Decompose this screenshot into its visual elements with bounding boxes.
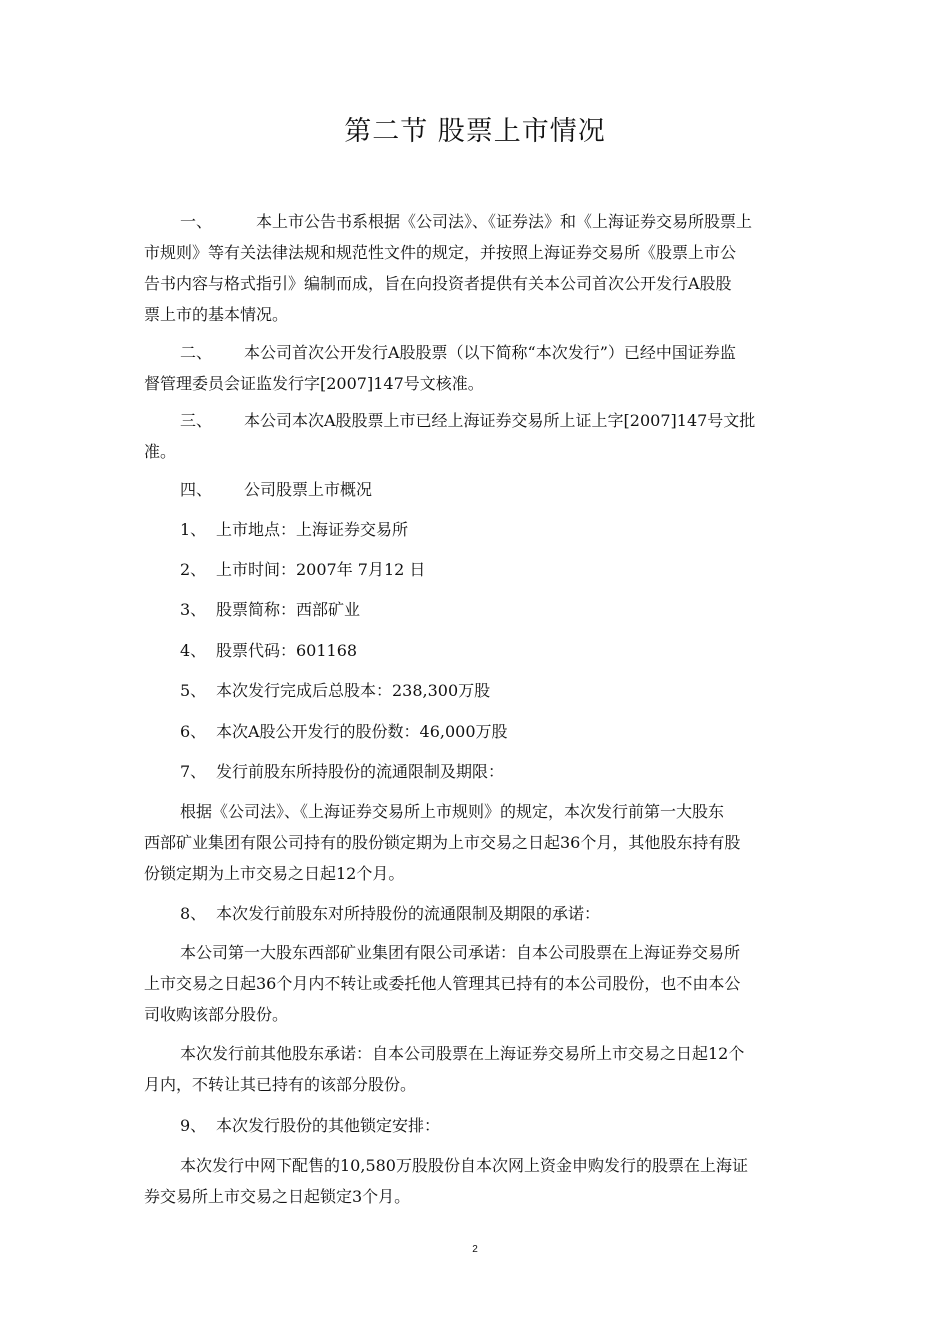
list-item-number: 9、	[180, 1116, 207, 1135]
list-item	[144, 594, 812, 625]
paragraph-1-line-4: 票上市的基本情况。	[144, 305, 289, 324]
page-number: 2	[472, 1244, 478, 1255]
list-item	[144, 635, 812, 666]
paragraph-2-line-1	[144, 337, 812, 368]
list-item-number: 4、	[180, 641, 207, 660]
list-item-text: 上市时间：2007年 7月12 日	[216, 560, 426, 579]
paragraph-3-text: 本公司本次A股股票上市已经上海证券交易所上证上字[2007]147号文批	[244, 411, 756, 430]
item-8-detail-a-line-1	[144, 937, 812, 968]
list-item-text: 股票代码：601168	[216, 641, 358, 660]
list-item-text: 发行前股东所持股份的流通限制及期限：	[216, 762, 505, 781]
paragraph-3-number: 三、	[180, 411, 213, 430]
list-item-number: 2、	[180, 560, 207, 579]
list-item-text: 本次A股公开发行的股份数：46,000万股	[216, 722, 508, 741]
list-item-number: 1、	[180, 520, 207, 539]
list-item-number: 8、	[180, 904, 207, 923]
item-9-detail-line-1	[144, 1150, 812, 1181]
list-item-text: 本次发行前股东对所持股份的流通限制及期限的承诺：	[216, 904, 601, 923]
paragraph-2-line-2: 督管理委员会证监发行字[2007]147号文核准。	[144, 374, 484, 393]
item-8-detail-b-text: 本次发行前其他股东承诺：自本公司股票在上海证券交易所上市交易之日起12个	[180, 1044, 745, 1063]
item-8-detail-a-text: 本公司第一大股东西部矿业集团有限公司承诺：自本公司股票在上海证券交易所	[180, 943, 741, 962]
item-9-detail-text: 本次发行中网下配售的10,580万股股份自本次网上资金申购发行的股票在上海证	[180, 1156, 748, 1175]
item-8-detail-a-line-2: 上市交易之日起36个月内不转让或委托他人管理其已持有的本公司股份，也不由本公	[144, 974, 741, 993]
list-item	[144, 898, 812, 929]
paragraph-1-number: 一、	[180, 212, 213, 231]
list-item	[144, 554, 812, 585]
list-item-number: 3、	[180, 600, 207, 619]
list-item	[144, 716, 812, 747]
list-item-text: 股票简称：西部矿业	[216, 600, 361, 619]
item-8-detail-b-line-1	[144, 1038, 812, 1069]
item-7-detail-text: 根据《公司法》、《上海证券交易所上市规则》的规定，本次发行前第一大股东	[180, 802, 725, 821]
paragraph-1-text: 本上市公告书系根据《公司法》、《证券法》和《上海证券交易所股票上	[256, 212, 753, 231]
paragraph-1-line-2: 市规则》等有关法律法规和规范性文件的规定，并按照上海证券交易所《股票上市公	[144, 243, 737, 262]
paragraph-3-line-1	[144, 405, 812, 436]
list-item	[144, 756, 812, 787]
paragraph-1-line-1	[144, 206, 812, 237]
paragraph-4-number: 四、	[180, 480, 213, 499]
list-item	[144, 514, 812, 545]
page-title: 第二节 股票上市情况	[344, 116, 606, 147]
list-item-text: 本次发行完成后总股本：238,300万股	[216, 681, 491, 700]
item-8-detail-b-line-2: 月内，不转让其已持有的该部分股份。	[144, 1075, 417, 1094]
paragraph-3-line-2: 准。	[144, 442, 177, 461]
item-7-detail-line-2: 西部矿业集团有限公司持有的股份锁定期为上市交易之日起36个月，其他股东持有股	[144, 833, 741, 852]
paragraph-2-number: 二、	[180, 343, 213, 362]
list-item-text: 上市地点：上海证券交易所	[216, 520, 409, 539]
paragraph-4-line-1	[144, 474, 812, 505]
list-item-number: 6、	[180, 722, 207, 741]
item-9-detail-line-2: 券交易所上市交易之日起锁定3个月。	[144, 1187, 411, 1206]
list-item	[144, 1110, 812, 1141]
paragraph-1-line-3: 告书内容与格式指引》编制而成，旨在向投资者提供有关本公司首次公开发行A股股	[144, 274, 732, 293]
list-item	[144, 675, 812, 706]
list-item-text: 本次发行股份的其他锁定安排：	[216, 1116, 441, 1135]
list-item-number: 5、	[180, 681, 207, 700]
paragraph-4-text: 公司股票上市概况	[244, 480, 373, 499]
item-7-detail-line-3: 份锁定期为上市交易之日起12个月。	[144, 864, 405, 883]
paragraph-2-text: 本公司首次公开发行A股股票（以下简称“本次发行”）已经中国证券监	[244, 343, 736, 362]
list-item-number: 7、	[180, 762, 207, 781]
item-7-detail-line-1	[144, 796, 812, 827]
item-8-detail-a-line-3: 司收购该部分股份。	[144, 1005, 289, 1024]
